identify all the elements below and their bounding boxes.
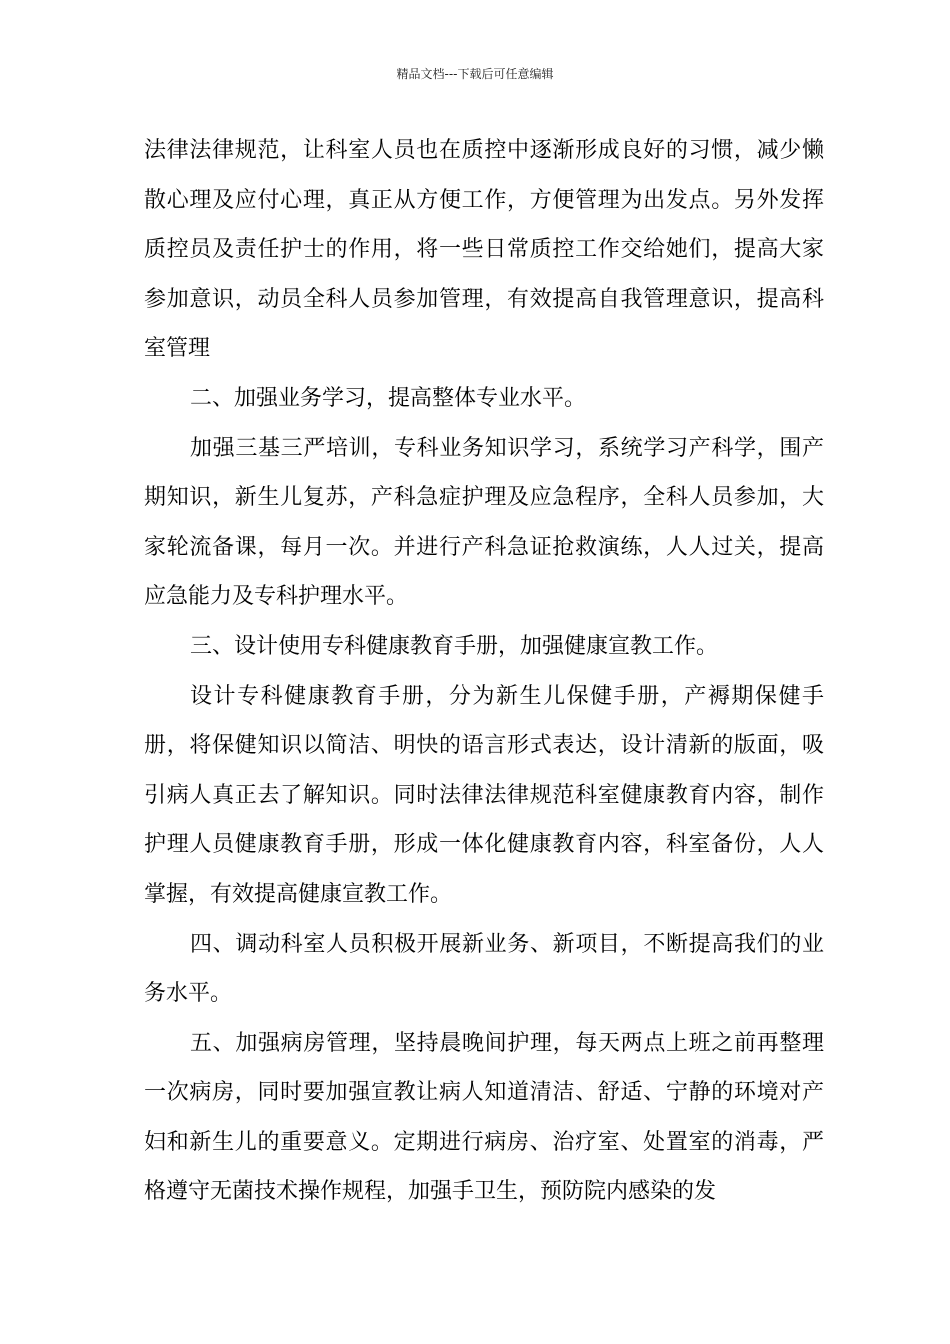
paragraph-health-education: 设计专科健康教育手册，分为新生儿保健手册，产褥期保健手册，将保健知识以简洁、明快的语言形式表达，设计清新的版面，吸引病人真正去了解知识。同时法律法律规范科室健康教育内容，制作护理人员健康教育手册，形成一体化健康教育内容，科室备份，人人掌握，有效提高健康宣教工作。 — [144, 683, 824, 907]
document-body — [144, 126, 824, 1217]
section-heading-2: 二、加强业务学习，提高整体专业水平。 — [190, 385, 587, 411]
paragraph-continuation: 法律法律规范，让科室人员也在质控中逐渐形成良好的习惯，减少懒散心理及应付心理，真正从方便工作，方便管理为出发点。另外发挥质控员及责任护士的作用，将一些日常质控工作交给她们，提高大家参加意识，动员全科人员参加管理，有效提高自我管理意识，提高科室管理 — [144, 138, 824, 362]
page-header: 精品文档---下载后可任意编辑 — [396, 67, 554, 81]
section-heading-4: 四、调动科室人员积极开展新业务、新项目，不断提高我们的业务水平。 — [144, 931, 824, 1007]
section-heading-3: 三、设计使用专科健康教育手册，加强健康宣教工作。 — [190, 633, 719, 659]
paragraph-training: 加强三基三严培训，专科业务知识学习，系统学习产科学，围产期知识，新生儿复苏，产科急症护理及应急程序，全科人员参加，大家轮流备课，每月一次。并进行产科急证抢救演练，人人过关，提高应急能力及专科护理水平。 — [144, 435, 824, 610]
section-heading-5: 五、加强病房管理，坚持晨晚间护理，每天两点上班之前再整理一次病房，同时要加强宣教让病人知道清洁、舒适、宁静的环境对产妇和新生儿的重要意义。定期进行病房、治疗室、处置室的消毒，严格遵守无菌技术操作规程，加强手卫生，预防院内感染的发 — [144, 1030, 824, 1205]
